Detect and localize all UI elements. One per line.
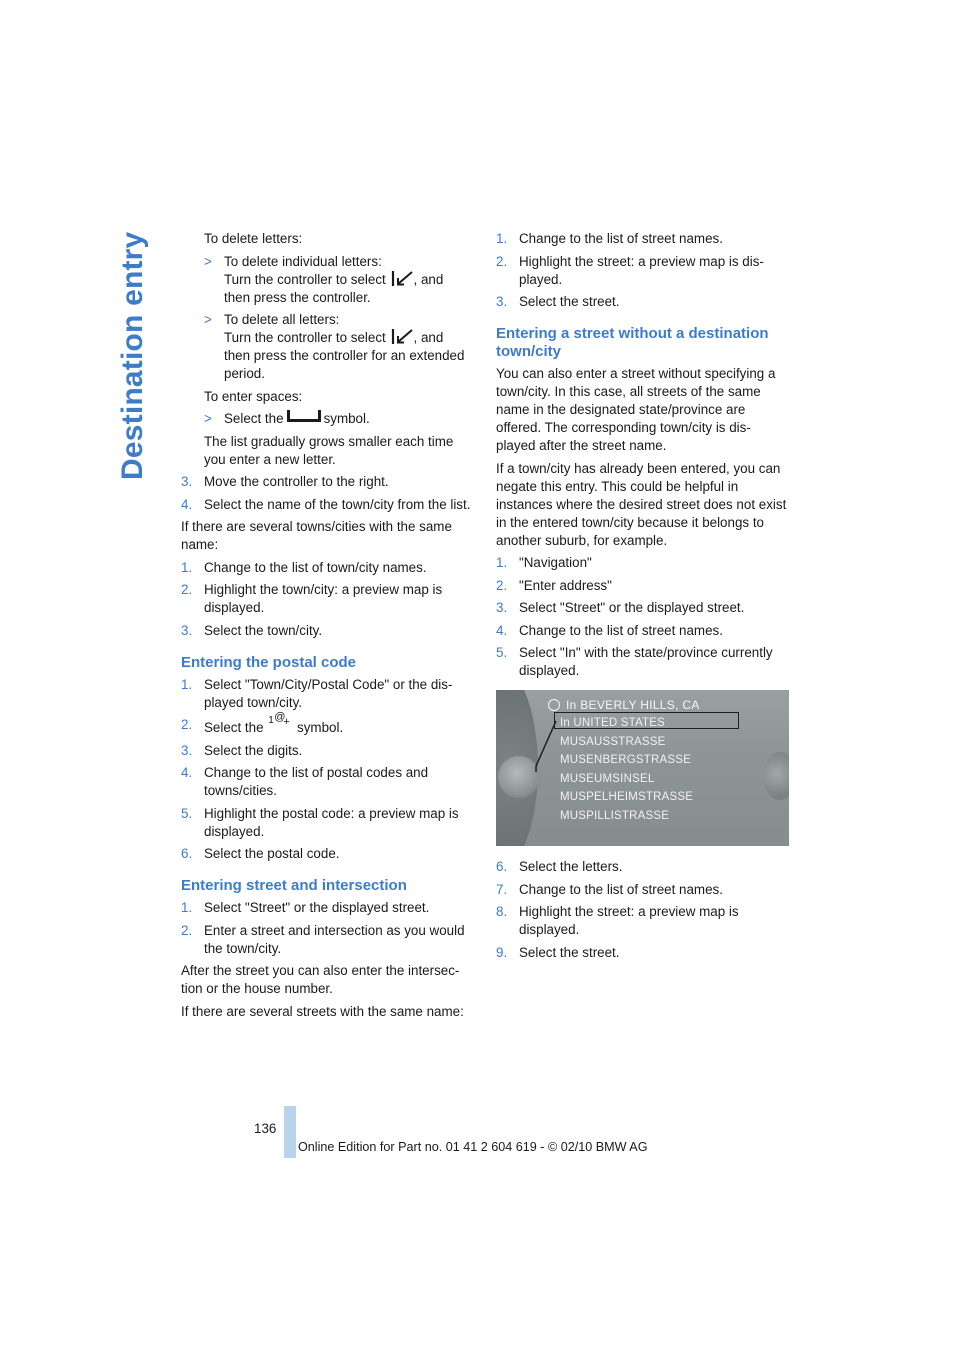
steps-list bbox=[496, 230, 790, 311]
list-item bbox=[181, 742, 476, 760]
step-text: Select the digits. bbox=[204, 742, 303, 758]
step-number: 9. bbox=[496, 944, 508, 960]
screen-list-item: MUSPELHEIMSTRASSE bbox=[560, 791, 694, 803]
list-item bbox=[181, 805, 476, 841]
step-number: 1. bbox=[181, 559, 193, 575]
step-number: 3. bbox=[496, 600, 508, 615]
step-number: 3. bbox=[496, 294, 508, 309]
right-column bbox=[496, 230, 790, 966]
step-text: Change to the list of town/city names. bbox=[204, 559, 427, 575]
step-number: 1. bbox=[181, 900, 193, 915]
steps-list bbox=[181, 742, 476, 864]
step-text: Select the street. bbox=[519, 944, 620, 960]
step-text: Move the controller to the right. bbox=[204, 474, 389, 489]
steps-list bbox=[181, 559, 476, 640]
list-item bbox=[496, 944, 790, 962]
step-text: Highlight the town/city: a preview map is displayed. bbox=[204, 582, 443, 615]
dash-item-title: To delete all letters: bbox=[224, 312, 340, 327]
after-street-text: After the street you can also enter the intersec-tion or the house number. bbox=[181, 963, 460, 996]
step-text: Select the letters. bbox=[519, 859, 623, 874]
footer-accent-bar bbox=[284, 1106, 296, 1158]
paragraph: You can also enter a street without specifying a town/city. In this case, all streets of the same name in the designated state/province are offered. The corresponding town/city is dis-played after the street name. bbox=[496, 366, 776, 453]
dash-item-delete-individual bbox=[181, 253, 476, 307]
step-text: Change to the list of street names. bbox=[519, 881, 723, 897]
section-title-vertical bbox=[118, 230, 162, 490]
dash-marker: > bbox=[204, 253, 212, 269]
step-text: Select the town/city. bbox=[204, 622, 323, 638]
steps-list bbox=[181, 899, 476, 958]
dash-item-text-end: then press the controller for an extended period. bbox=[224, 348, 465, 381]
heading-postal-code: Entering the postal code bbox=[181, 653, 357, 671]
paragraph: If a town/city has already been entered, you can negate this entry. This could be helpful in instances where the desired street does not exist in the entered town/city because it belongs to another suburb, for example. bbox=[496, 460, 787, 548]
steps-list bbox=[496, 554, 790, 680]
step-number: 4. bbox=[181, 765, 193, 780]
step-number: 1. bbox=[496, 231, 508, 246]
step-text: Select the street. bbox=[519, 294, 620, 309]
dash-item-delete-all bbox=[181, 311, 476, 383]
step-text: Highlight the postal code: a preview map is displayed. bbox=[204, 805, 459, 839]
step-text: Select the name of the town/city from the list. bbox=[204, 496, 471, 512]
step-number: 6. bbox=[496, 859, 508, 874]
list-item bbox=[181, 559, 476, 577]
step-number: 5. bbox=[181, 805, 193, 821]
delete-letters-label: To delete letters: bbox=[204, 231, 303, 246]
step-number: 4. bbox=[496, 622, 508, 638]
space-bar-icon bbox=[287, 410, 321, 422]
step-text: "Enter address" bbox=[519, 577, 612, 593]
screen-list-item: MUSPILLISTRASSE bbox=[560, 809, 670, 822]
step-number: 2. bbox=[496, 577, 508, 593]
step-text: Change to the list of street names. bbox=[519, 231, 723, 246]
list-item bbox=[496, 881, 790, 899]
list-item bbox=[496, 554, 790, 572]
list-item bbox=[181, 473, 476, 491]
screen-list-item: MUSENBERGSTRASSE bbox=[560, 754, 692, 766]
list-item bbox=[181, 496, 476, 514]
heading-street-without-town: Entering a street without a destination town/city bbox=[496, 325, 769, 360]
backspace-arrow-icon bbox=[391, 271, 413, 286]
dash-item-text: Turn the controller to select , and bbox=[224, 271, 444, 287]
numeric-keypad-icon: 1 @ + bbox=[268, 711, 290, 728]
screen-list-item: MUSÄUSSTRASSE bbox=[560, 735, 666, 748]
dash-marker: > bbox=[204, 312, 212, 327]
list-item bbox=[496, 230, 790, 248]
step-number: 1. bbox=[496, 555, 508, 570]
screen-list-item: MUSEUMSINSEL bbox=[560, 772, 655, 785]
step-number: 8. bbox=[496, 904, 508, 919]
list-item: 2. Select the 1 @ + symbol. bbox=[181, 711, 344, 735]
step-text: "Navigation" bbox=[519, 555, 592, 570]
list-item bbox=[496, 577, 790, 595]
backspace-arrow-icon bbox=[391, 329, 413, 344]
step-number: 3. bbox=[181, 474, 193, 489]
list-item bbox=[496, 644, 790, 680]
list-item: 1. Select "Town/City/Postal Code" or the dis-played town/city. bbox=[181, 676, 453, 710]
list-item bbox=[181, 581, 476, 617]
idrive-screen-image bbox=[496, 690, 789, 846]
step-text: Select "Street" or the displayed street. bbox=[519, 600, 745, 615]
screen-list-item: In UNITED STATES bbox=[560, 717, 666, 729]
heading-street-intersection: Entering street and intersection bbox=[181, 877, 407, 894]
list-item bbox=[496, 599, 790, 617]
steps-list bbox=[181, 676, 476, 738]
list-item bbox=[496, 293, 790, 311]
several-towns-text: If there are several towns/cities with the same name: bbox=[181, 519, 452, 552]
dash-item-title: To delete individual letters: bbox=[224, 253, 382, 269]
dash-item-space: > Select the symbol. bbox=[204, 411, 370, 426]
list-item bbox=[496, 253, 790, 289]
list-item bbox=[181, 622, 476, 640]
step-number: 3. bbox=[181, 742, 193, 758]
step-number: 5. bbox=[496, 645, 508, 660]
list-item bbox=[181, 899, 476, 917]
screen-header: In BEVERLY HILLS, CA bbox=[548, 696, 700, 714]
dash-marker: > bbox=[204, 411, 212, 426]
enter-spaces-label: To enter spaces: bbox=[204, 388, 303, 404]
dash-item-text-end: then press the controller. bbox=[224, 289, 371, 305]
list-shrinks-text: The list gradually grows smaller each time you enter a new letter. bbox=[204, 433, 454, 467]
step-text: Select the postal code. bbox=[204, 846, 340, 861]
list-item bbox=[181, 764, 476, 800]
step-text: Highlight the street: a preview map is dis-played. bbox=[519, 253, 764, 287]
step-text: Select "In" with the state/province currently displayed. bbox=[519, 645, 773, 678]
edition-note: Online Edition for Part no. 01 41 2 604 619 - © 02/10 BMW AG bbox=[298, 1140, 648, 1154]
step-text: Select "Street" or the displayed street. bbox=[204, 900, 430, 915]
section-title: Destination entry bbox=[116, 231, 149, 480]
callout-line bbox=[496, 690, 789, 846]
step-number: 2. bbox=[181, 922, 193, 938]
step-number: 2. bbox=[496, 253, 508, 269]
list-item bbox=[496, 903, 790, 939]
step-text: Highlight the street: a preview map is displayed. bbox=[519, 904, 739, 937]
step-number: 6. bbox=[181, 846, 193, 861]
step-text: Change to the list of postal codes and towns/cities. bbox=[204, 765, 429, 798]
page-number: 136 bbox=[254, 1121, 277, 1136]
steps-list bbox=[496, 858, 790, 962]
step-number: 3. bbox=[181, 622, 193, 638]
list-item bbox=[181, 922, 476, 958]
list-item bbox=[496, 858, 790, 876]
step-text: Change to the list of street names. bbox=[519, 622, 723, 638]
step-number: 4. bbox=[181, 496, 193, 512]
list-item bbox=[496, 622, 790, 640]
step-text: Enter a street and intersection as you would the town/city. bbox=[204, 922, 465, 956]
steps-list bbox=[181, 473, 476, 514]
several-streets-text: If there are several streets with the same name: bbox=[181, 1003, 464, 1019]
list-item bbox=[181, 845, 476, 863]
step-number: 2. bbox=[181, 582, 193, 597]
dash-item-text: Turn the controller to select , and bbox=[224, 330, 444, 345]
step-number: 7. bbox=[496, 881, 508, 897]
left-column bbox=[181, 230, 476, 1025]
